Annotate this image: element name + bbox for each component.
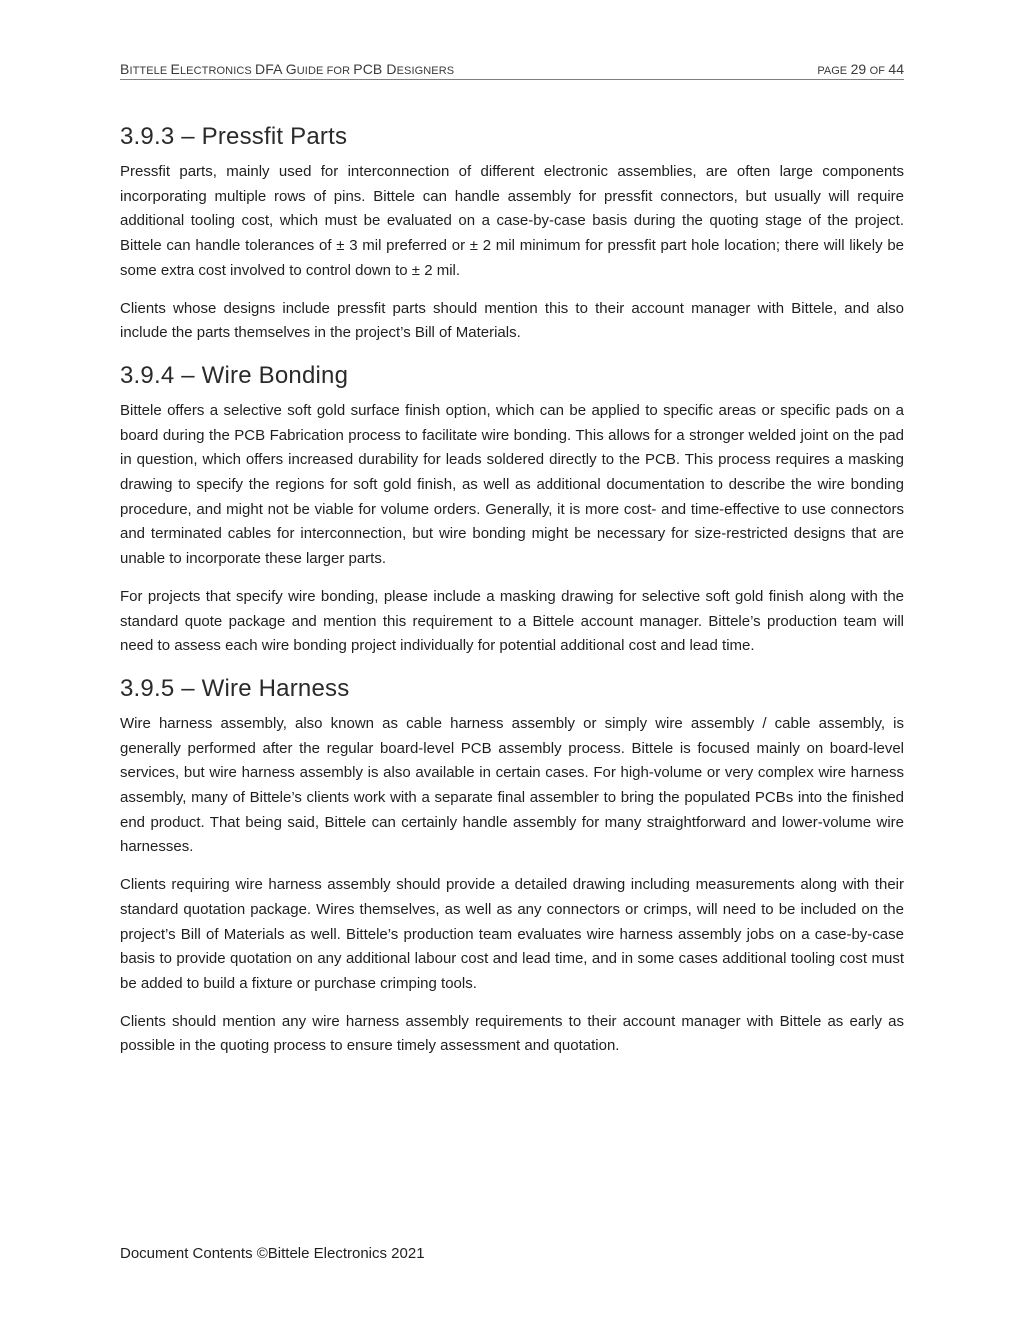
section-pressfit-parts: [120, 120, 904, 346]
paragraph: Clients requiring wire harness assembly should provide a detailed drawing including measurements along with their standard quotation package. Wires themselves, as well as any connectors or crimps, will need to be included on the project’s Bill of Materials as well. Bittele’s production team evaluates wire harness assembly jobs on a case-by-case basis to provide quotation on any additional labour cost and lead time, and in some cases additional tooling cost must be added to build a fixture or purchase crimping tools.: [120, 876, 904, 992]
title-part-cap: B: [120, 61, 130, 77]
title-part-smallcaps: ITTELE: [129, 65, 171, 77]
title-part-cap: G: [285, 61, 297, 77]
title-part-cap: DFA: [255, 61, 286, 77]
paragraph: Pressfit parts, mainly used for interconnection of different electronic assemblies, are often large components incorporating multiple rows of pins. Bittele can handle assembly for pressfit connectors, but usually will require additional tooling cost, which must be evaluated on a case-by-case basis during the quoting stage of the project. Bittele can handle tolerances of ± 3 mil preferred or ± 2 mil minimum for pressfit part hole location; there will likely be some extra cost involved to control down to ± 2 mil.: [120, 163, 904, 279]
title-part-cap: PCB: [353, 61, 387, 77]
section-heading: 3.9.3 – Pressfit Parts: [120, 123, 348, 150]
page-label: PAGE: [817, 65, 848, 77]
title-part-cap: D: [386, 61, 397, 77]
paragraph: Clients whose designs include pressfit parts should mention this to their account manager with Bittele, and also include the parts themselves in the project’s Bill of Materials.: [120, 299, 904, 342]
document-page: [120, 0, 904, 1325]
section-wire-bonding: [120, 359, 904, 659]
title-part-smallcaps: UIDE FOR: [296, 65, 354, 77]
main-content: [120, 120, 904, 1072]
of-label: OF: [869, 65, 885, 77]
paragraph: For projects that specify wire bonding, please include a masking drawing for selective soft gold finish along with the standard quote package and mention this requirement to a Bittele account manager. Bittele’s production team will need to assess each wire bonding project individually for potential additional cost and lead time.: [120, 587, 904, 655]
title-part-smallcaps: LECTRONICS: [179, 65, 256, 77]
document-title: [120, 61, 454, 79]
paragraph: Bittele offers a selective soft gold surface finish option, which can be applied to specific areas or specific pads on a board during the PCB Fabrication process to facilitate wire bonding. This allows for a stronger welded joint on the pad in question, which offers increased durability for leads soldered directly to the PCB. This process requires a masking drawing to specify the regions for soft gold finish, as well as additional documentation to describe the wire bonding procedure, and might not be viable for volume orders. Generally, it is more cost- and time-effective to use connectors and terminated cables for interconnection, but wire bonding might be necessary for size-restricted designs that are unable to incorporate these larger parts.: [120, 401, 904, 568]
paragraph: Clients should mention any wire harness assembly requirements to their account manager with Bittele as early as possible in the quoting process to ensure timely assessment and quotation.: [120, 1012, 904, 1055]
running-header: [120, 61, 904, 80]
section-heading: 3.9.4 – Wire Bonding: [120, 361, 349, 389]
section-wire-harness: [120, 672, 904, 1059]
paragraph: Wire harness assembly, also known as cable harness assembly or simply wire assembly / cable assembly, is generally performed after the regular board-level PCB assembly process. Bittele is focused mainly on board-level services, but wire harness assembly is also available in certain cases. For high-volume or very complex wire harness assembly, many of Bittele’s clients work with a separate final assembler to bring the populated PCBs into the finished end product. That being said, Bittele can certainly handle assembly for many straightforward and lower-volume wire harnesses.: [120, 714, 904, 856]
page-number: 29: [850, 61, 867, 77]
section-heading: 3.9.5 – Wire Harness: [120, 674, 350, 702]
page-indicator: [817, 61, 904, 79]
page-total: 44: [888, 61, 904, 77]
title-part-smallcaps: ESIGNERS: [396, 65, 455, 77]
page-footer: Document Contents ©Bittele Electronics 2021: [120, 1245, 425, 1262]
title-part-cap: E: [170, 61, 180, 77]
